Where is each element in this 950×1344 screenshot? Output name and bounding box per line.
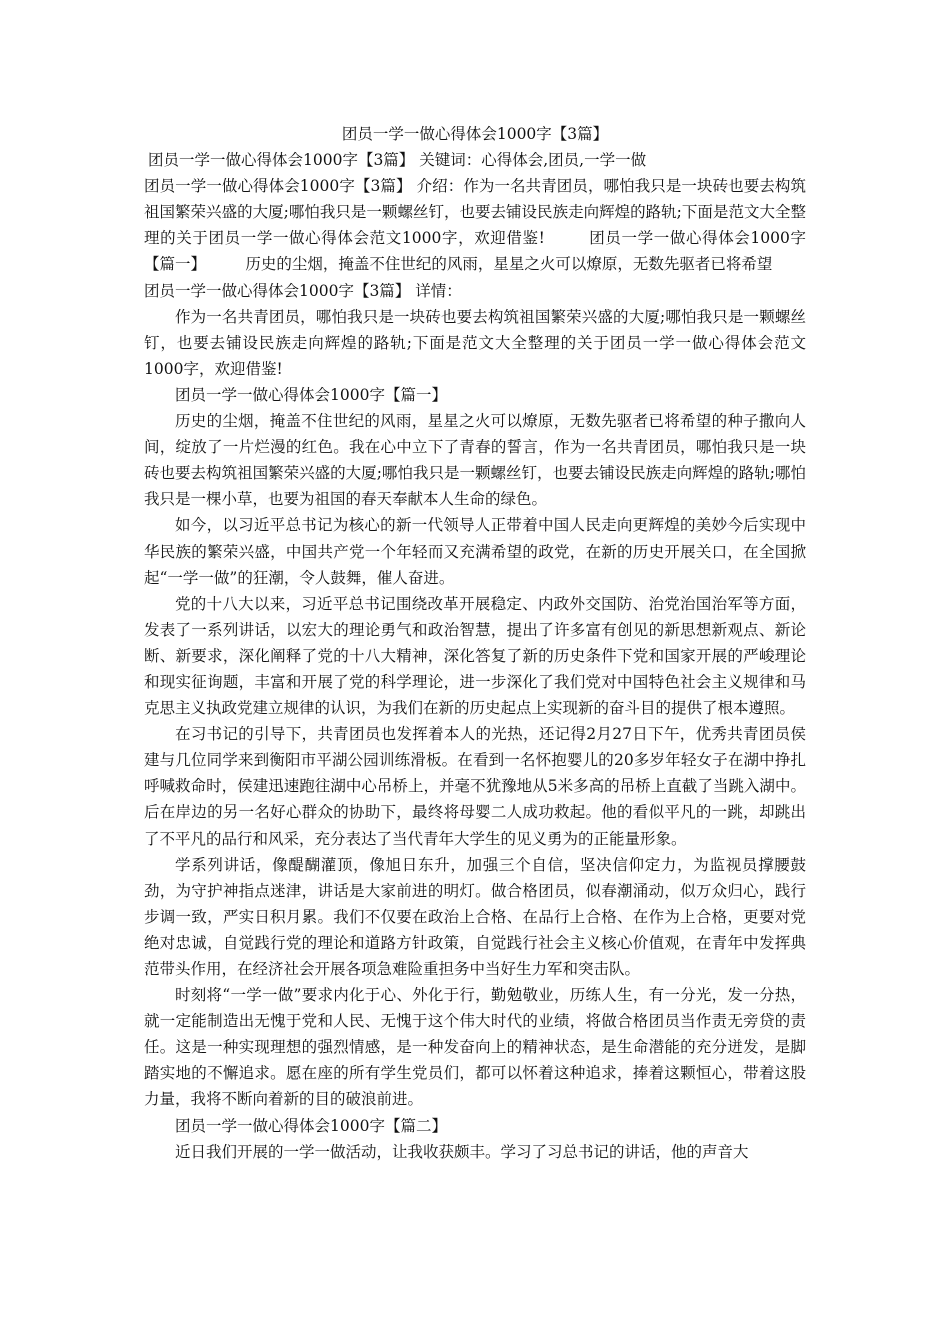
body-paragraph: 党的十八大以来，习近平总书记围绕改革开展稳定、内政外交国防、治党治国治军等方面，发表了一系列讲话，以宏大的理论勇气和政治智慧，提出了许多富有创见的新思想新观点、新论断、新要求，深化阐释了党的十八大精神，深化答复了新的历史条件下党和国家开展的严峻理论和现实征询题，丰富和开展了党的科学理论，进一步深化了我们党对中国特色社会主义规律和马克思主义执政党建立规律的认识，为我们在新的历史起点上实现新的奋斗目的提供了根本遵照。 <box>144 594 806 718</box>
document-title: 团员一学一做心得体会1000字【3篇】 <box>341 125 609 143</box>
details-label: 团员一学一做心得体会1000字【3篇】 详情： <box>144 281 462 300</box>
keywords-line: 团员一学一做心得体会1000字【3篇】 关键词：心得体会,团员,一学一做 <box>148 151 647 170</box>
body-paragraph: 在习书记的引导下，共青团员也发挥着本人的光热，还记得2月27日下午，优秀共青团员侯建与几位同学来到衡阳市平湖公园训练滑板。在看到一名怀抱婴儿的20多岁年轻女子在湖中挣扎呼喊救命时，侯建迅速跑往湖中心吊桥上，并毫不犹豫地从5米多高的吊桥上直截了当跳入湖中。后在岸边的另一名好心群众的协助下，最终将母婴二人成功救起。他的看似平凡的一跳，却跳出了不平凡的品行和风采，充分表达了当代青年大学生的见义勇为的正能量形象。 <box>144 725 806 848</box>
body-paragraph: 历史的尘烟，掩盖不住世纪的风雨，星星之火可以燎原，无数先驱者已将希望的种子撒向人间，绽放了一片烂漫的红色。我在心中立下了青春的誓言，作为一名共青团员，哪怕我只是一块砖也要去构筑祖国繁荣兴盛的大厦;哪怕我只是一颗螺丝钉，也要去铺设民族走向辉煌的路轨;哪怕我只是一棵小草，也要为祖国的春天奉献本人生命的绿色。 <box>144 412 806 509</box>
body-paragraph: 时刻将“一学一做”要求内化于心、外化于行，勤勉敬业，历练人生，有一分光，发一分热，就一定能制造出无愧于党和人民、无愧于这个伟大时代的业绩，将做合格团员当作责无旁贷的责任。这是一种实现理想的强烈情感，是一种发奋向上的精神状态，是生命潜能的充分迸发，是脚踏实地的不懈追求。愿在座的所有学生党员们，都可以怀着这种追求，捧着这颗恒心，带着这股力量，我将不断向着新的目的破浪前进。 <box>144 986 806 1109</box>
section-heading-1: 团员一学一做心得体会1000字【篇一】 <box>175 385 447 404</box>
intro-line: 团员一学一做心得体会1000字【3篇】 介绍：作为一名共青团员，哪怕我只是一块砖也要去构筑祖国繁荣兴盛的大厦;哪怕我只是一颗螺丝钉，也要去铺设民族走向辉煌的路轨;下面是范文大全整理的关于团员一学一做心得体会范文1000字，欢迎借鉴! 团员一学一做心得体会1000字【篇一】 历史的尘烟，掩盖不住世纪的风雨，星星之火可以燎原，无数先驱者已将希望 <box>144 177 806 274</box>
document-page <box>144 121 806 1165</box>
body-paragraph: 学系列讲话，像醍醐灌顶，像旭日东升，加强三个自信，坚决信仰定力，为监视员撑腰鼓劲，为守护神指点迷津，讲话是大家前进的明灯。做合格团员，似春潮涌动，似万众归心，践行步调一致，严实日积月累。我们不仅要在政治上合格、在品行上合格、在作为上合格，更要对党绝对忠诚，自觉践行党的理论和道路方针政策，自觉践行社会主义核心价值观，在青年中发挥典范带头作用，在经济社会开展各项急难险重担务中当好生力军和突击队。 <box>144 855 806 978</box>
section-heading-2: 团员一学一做心得体会1000字【篇二】 <box>175 1116 447 1135</box>
body-paragraph: 作为一名共青团员，哪怕我只是一块砖也要去构筑祖国繁荣兴盛的大厦;哪怕我只是一颗螺丝钉，也要去铺设民族走向辉煌的路轨;下面是范文大全整理的关于团员一学一做心得体会范文1000字，欢迎借鉴! <box>144 307 806 378</box>
body-paragraph: 近日我们开展的一学一做活动，让我收获颇丰。学习了习总书记的讲话，他的声音大 <box>175 1142 749 1161</box>
body-paragraph: 如今，以习近平总书记为核心的新一代领导人正带着中国人民走向更辉煌的美妙今后实现中华民族的繁荣兴盛，中国共产党一个年轻而又充满希望的政党，在新的历史开展关口，在全国掀起“一学一做”的狂潮，令人鼓舞，催人奋进。 <box>144 516 806 587</box>
